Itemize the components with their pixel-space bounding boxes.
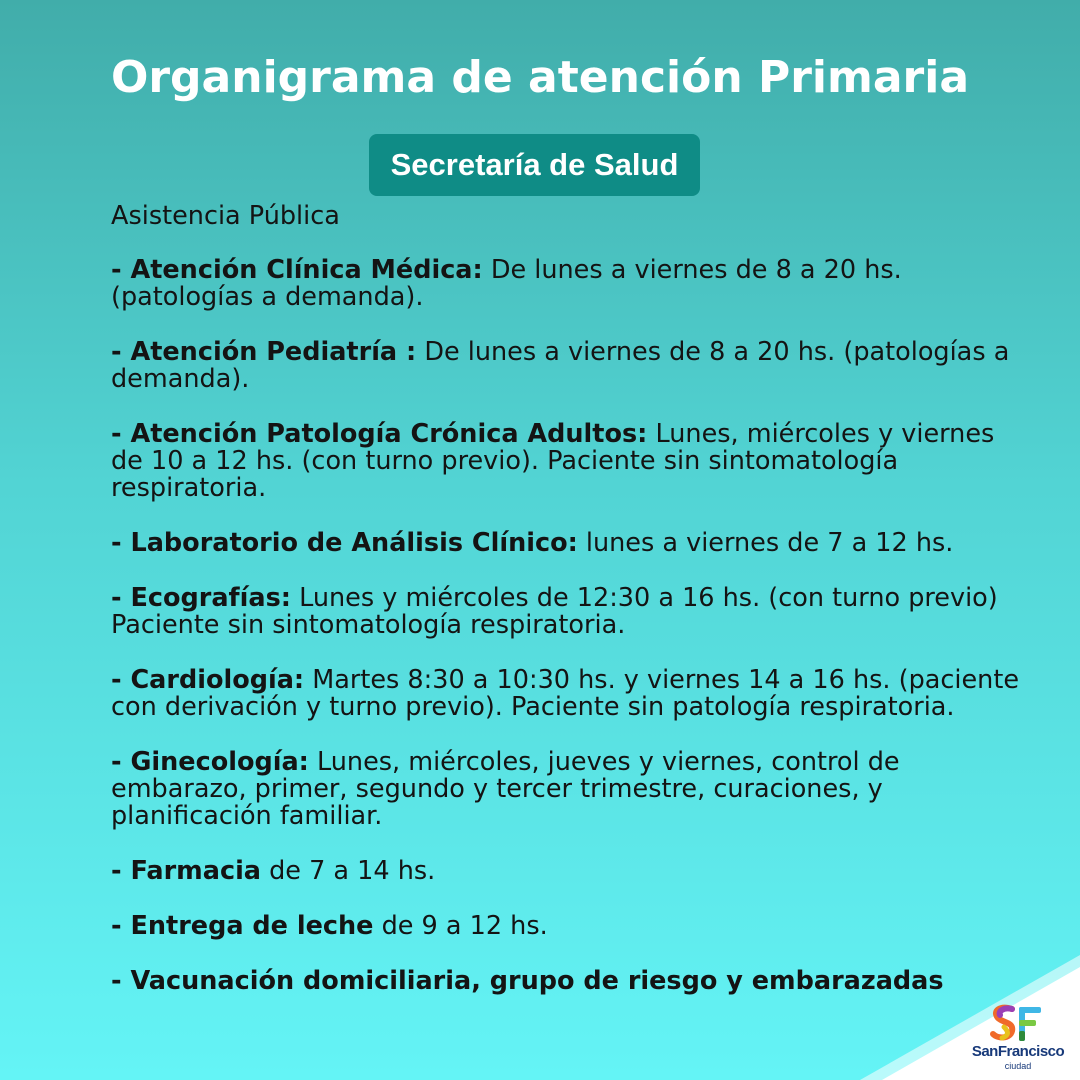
entry-label: - Ecografías: [111, 583, 291, 613]
entry-label: - Cardiología: [111, 665, 305, 695]
entry-text: Lunes, miércoles y viernes de 10 a 12 hs. (con turno previo). Paciente sin sintomatología respiratoria. [111, 419, 995, 503]
entry-text: de 7 a 14 hs. [261, 856, 436, 886]
entry-text: De lunes a viernes de 8 a 20 hs. (patologías a demanda). [111, 337, 1010, 394]
list-item [111, 749, 1031, 830]
list-item [111, 257, 1031, 311]
section-heading: Asistencia Pública [111, 201, 340, 231]
entry-label: - Vacunación domiciliaria, grupo de riesgo y embarazadas [111, 966, 944, 996]
entry-text: Lunes, miércoles, jueves y viernes, control de embarazo, primer, segundo y tercer trimestre, curaciones, y planificación familiar. [111, 747, 900, 831]
entry-text: De lunes a viernes de 8 a 20 hs. (patologías a demanda). [111, 255, 902, 312]
list-item [111, 858, 1031, 885]
list-item [111, 339, 1031, 393]
list-item [111, 667, 1031, 721]
entry-label: - Atención Pediatría : [111, 337, 417, 367]
secretaria-badge: Secretaría de Salud [369, 134, 700, 196]
list-item [111, 530, 1031, 557]
entry-label: - Atención Patología Crónica Adultos: [111, 419, 648, 449]
entry-label: - Farmacia [111, 856, 262, 886]
sf-logo-icon [990, 1003, 1046, 1043]
san-francisco-logo [962, 1003, 1074, 1077]
entry-text: de 9 a 12 hs. [373, 911, 548, 941]
entry-label: - Laboratorio de Análisis Clínico: [111, 528, 578, 558]
logo-name: SanFrancisco [971, 1043, 1065, 1060]
entry-label: - Entrega de leche [111, 911, 374, 941]
entry-text: Lunes y miércoles de 12:30 a 16 hs. (con turno previo) Paciente sin sintomatología respiratoria. [111, 583, 998, 640]
list-item [111, 585, 1031, 639]
entry-label: - Atención Clínica Médica: [111, 255, 483, 285]
entry-label: - Ginecología: [111, 747, 309, 777]
entry-text: Martes 8:30 a 10:30 hs. y viernes 14 a 16 hs. (paciente con derivación y turno previo). Paciente sin patología respiratoria. [111, 665, 1020, 722]
page-title: Organigrama de atención Primaria [110, 52, 970, 103]
list-item [111, 913, 1031, 940]
services-list [111, 200, 1031, 1023]
logo-subtitle: ciudad [1004, 1061, 1032, 1071]
list-item [111, 421, 1031, 502]
entry-text: lunes a viernes de 7 a 12 hs. [577, 528, 954, 558]
